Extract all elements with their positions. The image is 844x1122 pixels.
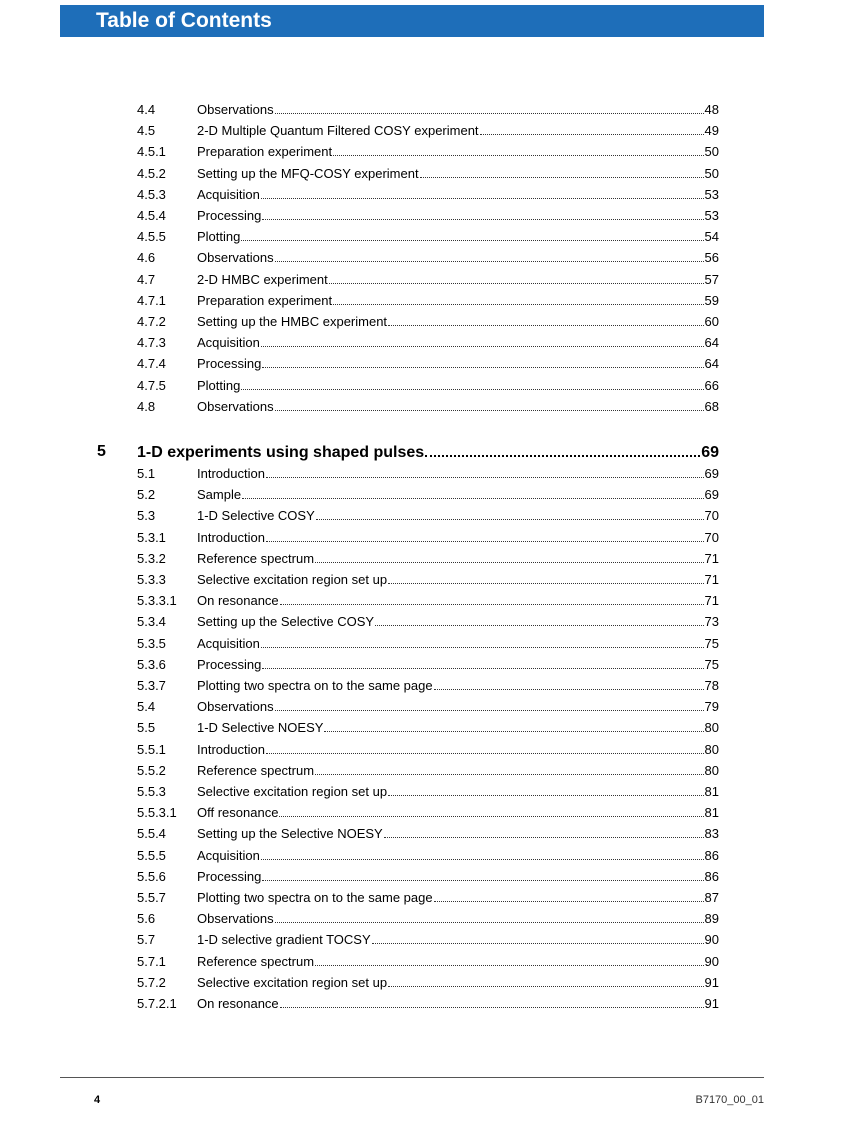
leader-dots [333, 143, 703, 156]
toc-entry-title: Processing [197, 657, 262, 672]
leader-dots [266, 529, 704, 542]
toc-entry-page-number: 89 [704, 911, 719, 926]
toc-entry-number: 4.4 [137, 102, 156, 117]
toc-entry-title: Selective excitation region set up [197, 975, 388, 990]
toc-entry-title: Acquisition [197, 187, 260, 202]
toc-entry-title: Setting up the Selective COSY [197, 614, 375, 629]
toc-entry-number: 4.7.2 [137, 314, 166, 329]
toc-entry-page-number: 87 [704, 890, 719, 905]
toc-entry-number: 5.7.2 [137, 975, 166, 990]
leader-dots [275, 398, 704, 411]
toc-entry-number: 5.3.4 [137, 614, 166, 629]
toc-entry-number: 5.5.1 [137, 742, 166, 757]
footer-document-id: B7170_00_01 [695, 1094, 764, 1106]
leader-dots [261, 186, 704, 199]
toc-entry-page-number: 56 [704, 250, 719, 265]
toc-entry-page-number: 49 [704, 123, 719, 138]
toc-entry-page-number: 48 [704, 102, 719, 117]
toc-entry-page-number: 78 [704, 678, 719, 693]
toc-entry-page-number: 71 [704, 572, 719, 587]
toc-entry-number: 4.7.4 [137, 356, 166, 371]
leader-dots [275, 910, 704, 923]
toc-entry-page-number: 53 [704, 187, 719, 202]
leader-dots [315, 550, 703, 563]
toc-entry-title: On resonance [197, 996, 279, 1011]
toc-entry-title: Observations [197, 250, 274, 265]
toc-entry-page-number: 86 [704, 848, 719, 863]
toc-entry-title: Reference spectrum [197, 763, 315, 778]
toc-entry-number: 5.3.5 [137, 636, 166, 651]
toc-entry-title: Selective excitation region set up [197, 784, 388, 799]
toc-entry-number: 5.1 [137, 466, 156, 481]
toc-entry-page-number: 75 [704, 657, 719, 672]
chapter-number: 5 [97, 443, 106, 460]
toc-entry-title: Processing [197, 208, 262, 223]
leader-dots [261, 334, 704, 347]
toc-entry-page-number: 90 [704, 932, 719, 947]
leader-dots [329, 271, 704, 284]
toc-entry-page-number: 60 [704, 314, 719, 329]
toc-entry-page-number: 50 [704, 166, 719, 181]
leader-dots [275, 249, 704, 262]
toc-entry-title: Reference spectrum [197, 551, 315, 566]
toc-entry-title: Plotting [197, 378, 241, 393]
footer-page-number: 4 [94, 1094, 101, 1106]
toc-entry-title: 1-D Selective COSY [197, 508, 315, 523]
toc-entry-number: 5.6 [137, 911, 156, 926]
toc-entry-title: Preparation experiment [197, 293, 333, 308]
toc-entry-number: 5.3.2 [137, 551, 166, 566]
toc-entry-title: Observations [197, 399, 274, 414]
toc-entry-number: 5.3.3.1 [137, 593, 177, 608]
leader-dots [280, 995, 704, 1008]
toc-entry-number: 5.3.3 [137, 572, 166, 587]
toc-entry-page-number: 64 [704, 356, 719, 371]
toc-entry-page-number: 57 [704, 272, 719, 287]
leader-dots [420, 165, 704, 178]
toc-entry-number: 4.6 [137, 250, 156, 265]
leader-dots [275, 101, 704, 114]
toc-entry-page-number: 69 [704, 487, 719, 502]
toc-entry-number: 4.5.4 [137, 208, 166, 223]
toc-entry-title: Plotting two spectra on to the same page [197, 678, 433, 693]
toc-entry-page-number: 91 [704, 996, 719, 1011]
leader-dots [372, 931, 704, 944]
toc-entry-page-number: 53 [704, 208, 719, 223]
toc-entry-page-number: 69 [704, 466, 719, 481]
toc-entry-page-number: 70 [704, 508, 719, 523]
toc-entry-number: 5.3.6 [137, 657, 166, 672]
toc-entry-title: Introduction [197, 530, 265, 545]
leader-dots [280, 592, 704, 605]
toc-entry-number: 4.7.1 [137, 293, 166, 308]
footer-divider [60, 1077, 764, 1078]
toc-entry-title: Plotting two spectra on to the same page [197, 890, 433, 905]
leader-dots [242, 486, 703, 499]
leader-dots [388, 313, 703, 326]
toc-entry-number: 4.5.2 [137, 166, 166, 181]
toc-entry-title: Observations [197, 102, 274, 117]
leader-dots [425, 441, 700, 457]
toc-entry-number: 5.7.1 [137, 954, 166, 969]
toc-entry-number: 5.5.3 [137, 784, 166, 799]
toc-entry-title: Setting up the MFQ-COSY experiment [197, 166, 419, 181]
toc-entry-number: 5.3 [137, 508, 156, 523]
toc-entry-title: Observations [197, 699, 274, 714]
toc-entry-page-number: 81 [704, 784, 719, 799]
toc-entry-title: Introduction [197, 742, 265, 757]
leader-dots [262, 355, 703, 368]
leader-dots [262, 207, 703, 220]
leader-dots [480, 122, 704, 135]
leader-dots [262, 868, 703, 881]
toc-entry-number: 5.7 [137, 932, 156, 947]
toc-entry-number: 5.7.2.1 [137, 996, 177, 1011]
toc-entry-title: On resonance [197, 593, 279, 608]
leader-dots [316, 507, 704, 520]
toc-entry-page-number: 81 [704, 805, 719, 820]
toc-entry-title: Setting up the HMBC experiment [197, 314, 388, 329]
chapter-page-number: 69 [701, 444, 719, 461]
toc-entry-title: Observations [197, 911, 274, 926]
toc-entry-page-number: 59 [704, 293, 719, 308]
toc-entry-page-number: 80 [704, 763, 719, 778]
leader-dots [275, 698, 704, 711]
leader-dots [324, 719, 703, 732]
toc-entry-title: Introduction [197, 466, 265, 481]
toc-entry-title: Off resonance [197, 805, 279, 820]
toc-entry-title: Selective excitation region set up [197, 572, 388, 587]
leader-dots [315, 953, 703, 966]
toc-entry-page-number: 54 [704, 229, 719, 244]
toc-entry-number: 5.5.6 [137, 869, 166, 884]
chapter-title: 1-D experiments using shaped pulses [137, 444, 425, 461]
leader-dots [388, 783, 703, 796]
toc-entry-title: Plotting [197, 229, 241, 244]
toc-entry-number: 4.5.1 [137, 144, 166, 159]
leader-dots [279, 804, 703, 817]
toc-entry-title: Acquisition [197, 335, 260, 350]
leader-dots [434, 889, 704, 902]
toc-entry-title: Setting up the Selective NOESY [197, 826, 383, 841]
toc-entry-page-number: 80 [704, 742, 719, 757]
toc-entry-page-number: 79 [704, 699, 719, 714]
toc-entry-page-number: 83 [704, 826, 719, 841]
toc-entry-number: 5.5.3.1 [137, 805, 177, 820]
toc-entry-title: 1-D Selective NOESY [197, 720, 324, 735]
leader-dots [241, 377, 703, 390]
leader-dots [315, 762, 703, 775]
toc-entry-number: 5.5.5 [137, 848, 166, 863]
toc-entry-page-number: 90 [704, 954, 719, 969]
leader-dots [388, 571, 703, 584]
toc-entry-title: Preparation experiment [197, 144, 333, 159]
leader-dots [261, 847, 704, 860]
leader-dots [266, 741, 704, 754]
leader-dots [266, 465, 704, 478]
toc-entry-page-number: 64 [704, 335, 719, 350]
toc-entry-page-number: 70 [704, 530, 719, 545]
toc-entry-number: 5.5.7 [137, 890, 166, 905]
toc-entry-page-number: 80 [704, 720, 719, 735]
toc-entry-number: 4.8 [137, 399, 156, 414]
toc-entry-number: 5.5.4 [137, 826, 166, 841]
toc-entry-title: Acquisition [197, 848, 260, 863]
leader-dots [434, 677, 704, 690]
toc-entry-title: Reference spectrum [197, 954, 315, 969]
toc-entry-page-number: 91 [704, 975, 719, 990]
leader-dots [333, 292, 703, 305]
leader-dots [261, 635, 704, 648]
toc-entry-page-number: 71 [704, 551, 719, 566]
toc-entry-number: 5.5 [137, 720, 156, 735]
toc-entry-number: 5.3.1 [137, 530, 166, 545]
toc-entry-title: Processing [197, 869, 262, 884]
leader-dots [241, 228, 703, 241]
toc-entry-page-number: 68 [704, 399, 719, 414]
header-bar [60, 5, 764, 37]
toc-entry-page-number: 66 [704, 378, 719, 393]
leader-dots [388, 974, 703, 987]
toc-entry-title: Processing [197, 356, 262, 371]
toc-entry-title: 1-D selective gradient TOCSY [197, 932, 371, 947]
toc-entry-number: 4.7.3 [137, 335, 166, 350]
toc-entry-number: 5.2 [137, 487, 156, 502]
toc-entry-number: 4.7 [137, 272, 156, 287]
toc-entry-page-number: 73 [704, 614, 719, 629]
leader-dots [384, 825, 704, 838]
toc-entry-title: 2-D HMBC experiment [197, 272, 328, 287]
leader-dots [375, 613, 703, 626]
toc-entry-title: Sample [197, 487, 242, 502]
toc-entry-page-number: 86 [704, 869, 719, 884]
toc-entry-number: 4.5.3 [137, 187, 166, 202]
toc-entry-page-number: 71 [704, 593, 719, 608]
toc-entry-title: 2-D Multiple Quantum Filtered COSY experiment [197, 123, 479, 138]
toc-entry-title: Acquisition [197, 636, 260, 651]
leader-dots [262, 656, 703, 669]
toc-entry-number: 4.5 [137, 123, 156, 138]
toc-entry-number: 5.4 [137, 699, 156, 714]
toc-entry-page-number: 50 [704, 144, 719, 159]
toc-entry-page-number: 75 [704, 636, 719, 651]
toc-entry-number: 4.7.5 [137, 378, 166, 393]
toc-entry-number: 5.5.2 [137, 763, 166, 778]
toc-entry-number: 5.3.7 [137, 678, 166, 693]
page-title: Table of Contents [96, 9, 272, 32]
toc-entry-number: 4.5.5 [137, 229, 166, 244]
